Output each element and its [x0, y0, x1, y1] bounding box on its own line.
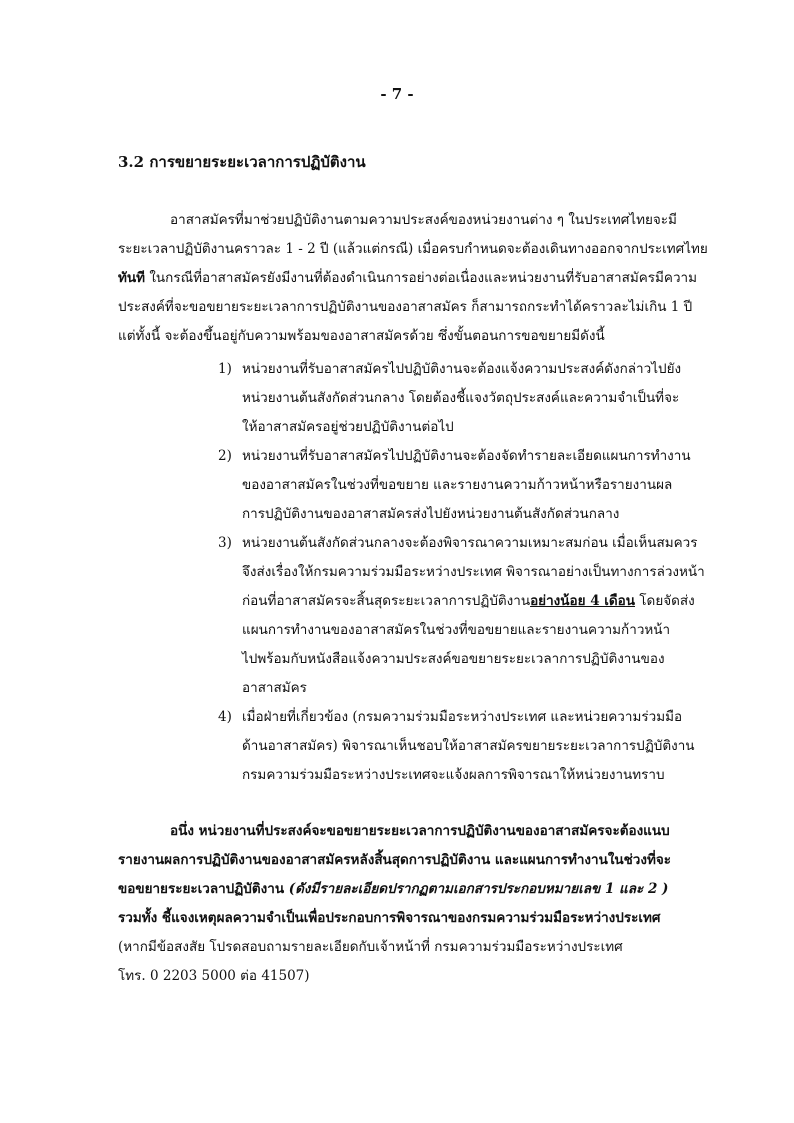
intro-line: อาสาสมัครที่มาช่วยปฏิบัติงานตามความประสงค์ของหน่วยงานต่าง ๆ ในประเทศไทยจะมี — [170, 212, 677, 228]
list-item-line: การปฏิบัติงานของอาสาสมัครส่งไปยังหน่วยงานต้นสังกัดส่วนกลาง — [242, 506, 620, 522]
list-item-line: หน่วยงานที่รับอาสาสมัครไปปฏิบัติงานจะต้องแจ้งความประสงค์ดังกล่าวไปยัง — [242, 361, 682, 377]
note-line: อนึ่ง หน่วยงานที่ประสงค์จะขอขยายระยะเวลาการปฏิบัติงานของอาสาสมัครจะต้องแนบ — [170, 823, 670, 839]
contact-phone: โทร. 0 2203 5000 ต่อ 41507) — [118, 968, 310, 984]
intro-paragraph — [118, 206, 708, 351]
list-item-line: ไปพร้อมกับหนังสือแจ้งความประสงค์ขอขยายระยะเวลาการปฏิบัติงานของ — [242, 651, 665, 667]
list-item-number: 4) — [218, 709, 232, 725]
list-item-line — [242, 587, 695, 616]
section-title: 3.2 การขยายระยะเวลาการปฏิบัติงาน — [118, 153, 366, 171]
intro-text: ในกรณีที่อาสาสมัครยังมีงานที่ต้องดำเนินการอย่างต่อเนื่องและหน่วยงานที่รับอาสาสมัครมีความ — [145, 270, 698, 286]
attachment-reference: (ดังมีรายละเอียดปรากฏตามเอกสารประกอบหมายเลข 1 และ 2 ) — [288, 881, 669, 897]
contact-info — [118, 933, 708, 991]
list-item-text: โดยจัดส่ง — [635, 593, 695, 609]
intro-line: แต่ทั้งนี้ จะต้องขึ้นอยู่กับความพร้อมของอาสาสมัครด้วย ซึ่งขั้นตอนการขอขยายมีดังนี้ — [118, 328, 605, 344]
intro-line — [118, 264, 708, 293]
list-item-line: อาสาสมัคร — [242, 680, 307, 696]
page-number: - 7 - — [380, 85, 414, 103]
list-item-line: หน่วยงานต้นสังกัดส่วนกลาง โดยต้องชี้แจงวัตถุประสงค์และความจำเป็นที่จะ — [242, 390, 680, 406]
list-item-line: ของอาสาสมัครในช่วงที่ขอขยาย และรายงานความก้าวหน้าหรือรายงานผล — [242, 477, 673, 493]
list-item-line: ด้านอาสาสมัคร) พิจารณาเห็นชอบให้อาสาสมัครขยายระยะเวลาการปฏิบัติงาน — [242, 738, 695, 754]
list-item-line: หน่วยงานต้นสังกัดส่วนกลางจะต้องพิจารณาความเหมาะสมก่อน เมื่อเห็นสมควร — [242, 535, 698, 551]
intro-line: ประสงค์ที่จะขอขยายระยะเวลาการปฏิบัติงานของอาสาสมัคร ก็สามารถกระทำได้คราวละไม่เกิน 1 ปี — [118, 299, 693, 315]
intro-emphasis: ทันที — [118, 270, 146, 286]
list-item-number: 1) — [218, 361, 232, 377]
list-item-line: เมื่อฝ่ายที่เกี่ยวข้อง (กรมความร่วมมือระหว่างประเทศ และหน่วยความร่วมมือ — [242, 709, 683, 725]
list-item-number: 3) — [218, 535, 232, 551]
list-item-line: จึงส่งเรื่องให้กรมความร่วมมือระหว่างประเทศ พิจารณาอย่างเป็นทางการล่วงหน้า — [242, 564, 705, 580]
deadline-emphasis: อย่างน้อย 4 เดือน — [530, 593, 636, 609]
list-item-number: 2) — [218, 448, 232, 464]
note-line — [118, 875, 708, 904]
list-item-line: หน่วยงานที่รับอาสาสมัครไปปฏิบัติงานจะต้องจัดทำรายละเอียดแผนการทำงาน — [242, 448, 691, 464]
list-item-line: แผนการทำงานของอาสาสมัครในช่วงที่ขอขยายและรายงานความก้าวหน้า — [242, 622, 671, 638]
contact-line: (หากมีข้อสงสัย โปรดสอบถามรายละเอียดกับเจ้าหน้าที่ กรมความร่วมมือระหว่างประเทศ — [118, 939, 623, 955]
note-line: รวมทั้ง ชี้แจงเหตุผลความจำเป็นเพื่อประกอบการพิจารณาของกรมความร่วมมือระหว่างประเทศ — [118, 910, 661, 926]
list-item-text: ก่อนที่อาสาสมัครจะสิ้นสุดระยะเวลาการปฏิบัติงาน — [242, 593, 531, 609]
intro-line: ระยะเวลาปฏิบัติงานคราวละ 1 - 2 ปี (แล้วแต่กรณี) เมื่อครบกำหนดจะต้องเดินทางออกจากประเทศไทย — [118, 241, 708, 257]
note-text: ขอขยายระยะเวลาปฏิบัติงาน — [118, 881, 289, 897]
note-line: รายงานผลการปฏิบัติงานของอาสาสมัครหลังสิ้นสุดการปฏิบัติงาน และแผนการทำงานในช่วงที่จะ — [118, 852, 672, 868]
list-item-line: ให้อาสาสมัครอยู่ช่วยปฏิบัติงานต่อไป — [242, 419, 454, 435]
list-item-line: กรมความร่วมมือระหว่างประเทศจะแจ้งผลการพิจารณาให้หน่วยงานทราบ — [242, 767, 665, 783]
note-paragraph — [118, 817, 708, 933]
